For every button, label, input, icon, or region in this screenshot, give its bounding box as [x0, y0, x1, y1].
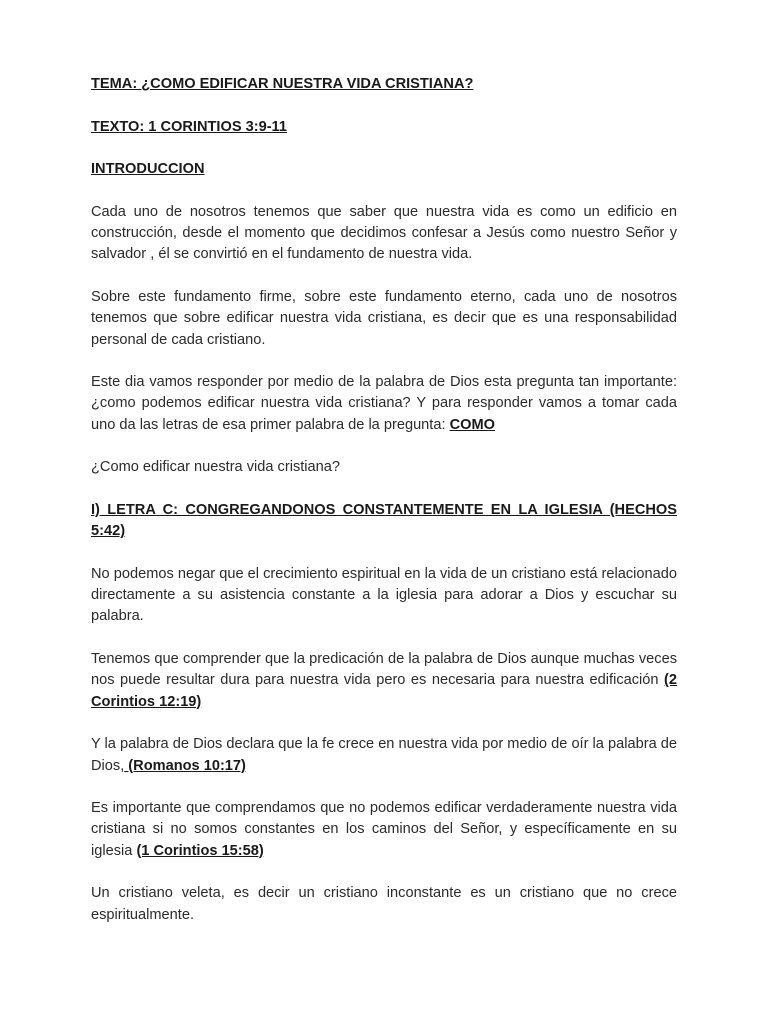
paragraph-6-ref: (2 Corintios 12:19) — [91, 672, 677, 710]
paragraph-7-ref: (Romanos 10:17) — [124, 757, 246, 774]
paragraph-4: ¿Como edificar nuestra vida cristiana? — [91, 459, 341, 476]
paragraph-3-ref: COMO — [449, 416, 495, 433]
paragraph-7 — [91, 734, 677, 777]
texto-heading: TEXTO: 1 CORINTIOS 3:9-11 — [91, 118, 287, 135]
section-1-heading: I) LETRA C: CONGREGANDONOS CONSTANTEMENTE EN LA IGLESIA (HECHOS 5:42) — [91, 501, 677, 540]
paragraph-8-ref: (1 Corintios 15:58) — [136, 842, 264, 859]
paragraph-6-text: Tenemos que comprender que la predicación de la palabra de Dios aunque muchas veces nos puede resultar dura para nuestra vida pero es necesaria para nuestra edificación — [91, 651, 677, 689]
tema-heading: TEMA: ¿COMO EDIFICAR NUESTRA VIDA CRISTIANA? — [91, 76, 474, 92]
paragraph-7-text: Y la palabra de Dios declara que la fe crece en nuestra vida por medio de oír la palabra de Dios, — [91, 736, 677, 774]
paragraph-9: Un cristiano veleta, es decir un cristiano inconstante es un cristiano que no crece espiritualmente. — [91, 885, 677, 923]
paragraph-6 — [91, 649, 677, 713]
paragraph-3 — [91, 372, 677, 436]
paragraph-8 — [91, 798, 677, 862]
paragraph-8-text: Es importante que comprendamos que no podemos edificar verdaderamente nuestra vida cristiana si no somos constantes en los caminos del Señor, y específicamente en su iglesia — [91, 800, 677, 859]
paragraph-3-text: Este dia vamos responder por medio de la palabra de Dios esta pregunta tan importante: ¿como podemos edificar nuestra vida cristiana? Y para responder vamos a tomar cada uno da las letras de esa primer palabra de la pregunta: — [91, 374, 677, 433]
paragraph-2: Sobre este fundamento firme, sobre este fundamento eterno, cada uno de nosotros tenemos que sobre edificar nuestra vida cristiana, es decir que es una responsabilidad personal de cada cristiano. — [91, 288, 677, 348]
paragraph-5: No podemos negar que el crecimiento espiritual en la vida de un cristiano está relacionado directamente a su asistencia constante a la iglesia para adorar a Dios y escuchar su palabra. — [91, 565, 677, 625]
introduccion-heading: INTRODUCCION — [91, 161, 205, 178]
paragraph-1: Cada uno de nosotros tenemos que saber que nuestra vida es como un edificio en construcción, desde el momento que decidimos confesar a Jesús como nuestro Señor y salvador , él se convirtió en el fundamento de nuestra vida. — [91, 203, 677, 263]
